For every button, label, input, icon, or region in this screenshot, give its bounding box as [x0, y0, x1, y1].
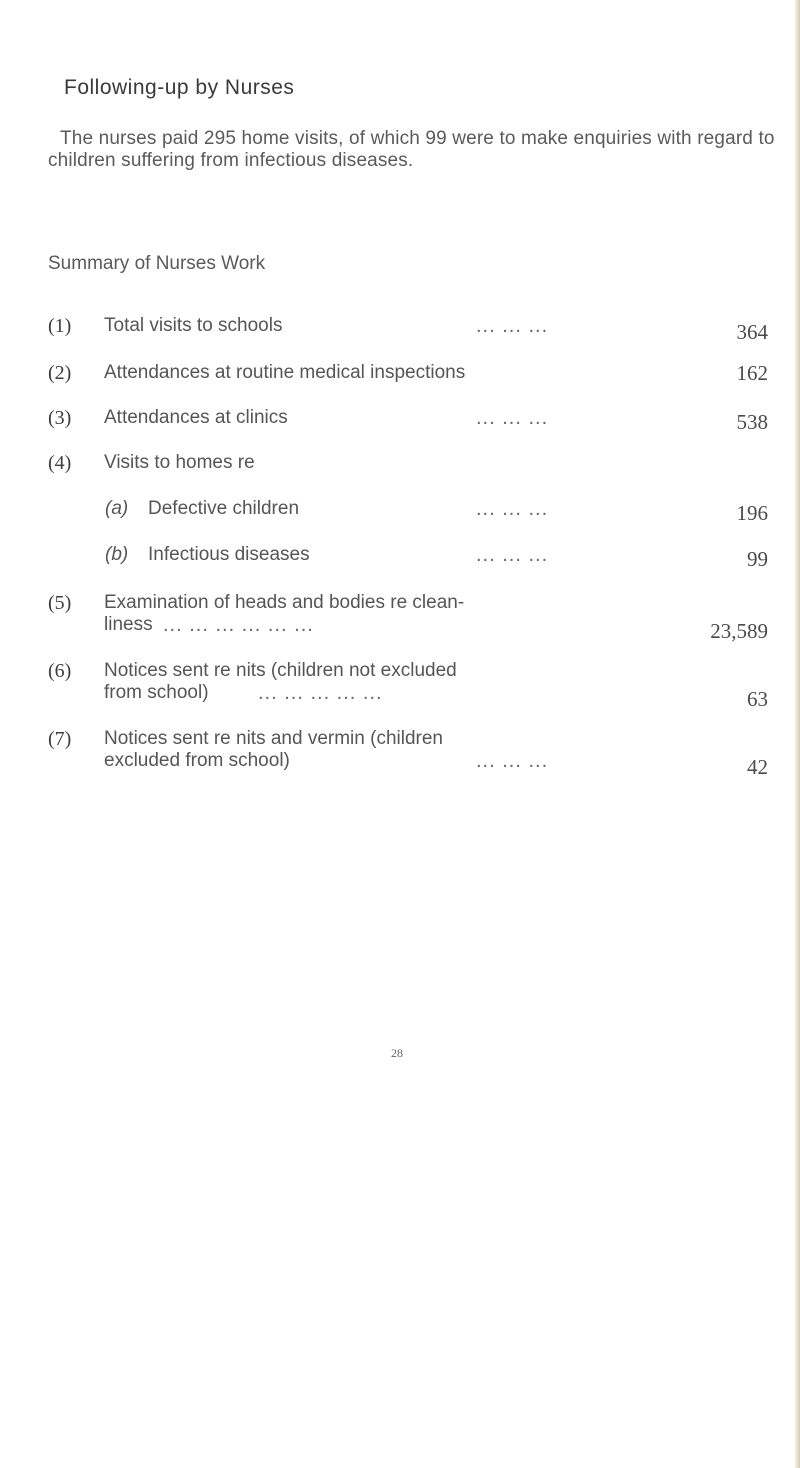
row-leader-dots: ... ... ... ... ... ... [163, 614, 314, 636]
row-number: (5) [48, 592, 72, 614]
row-value: 23,589 [710, 619, 768, 643]
row-number: (7) [48, 728, 72, 750]
row-value: 42 [747, 755, 768, 779]
row-value: 63 [747, 687, 768, 711]
row-number: (6) [48, 660, 72, 682]
row-leader-dots: ... ... ... [476, 544, 549, 566]
row-label-continued: excluded from school) [104, 750, 290, 771]
row-label: Defective children [148, 498, 300, 519]
row-label-continued: liness [104, 614, 153, 635]
row-letter: (b) [105, 544, 129, 565]
row-value: 196 [736, 501, 768, 525]
row-label: Notices sent re nits and vermin (children [104, 728, 443, 749]
summary-title: Summary of Nurses Work [48, 253, 266, 274]
page-edge [794, 0, 800, 1468]
row-number: (1) [48, 315, 72, 337]
row-label: Total visits to schools [104, 315, 283, 336]
row-label: Notices sent re nits (children not excluded [104, 660, 457, 681]
row-number: (4) [48, 452, 72, 474]
row-value: 99 [747, 547, 768, 571]
row-leader-dots: ... ... ... [476, 750, 549, 772]
intro-paragraph: The nurses paid 295 home visits, of which 99 were to make enquiries with regard to children suffering from infectious diseases. [48, 128, 775, 171]
row-value: 162 [736, 361, 768, 385]
row-label: Attendances at routine medical inspections [104, 362, 466, 383]
page-number: 28 [391, 1046, 403, 1060]
row-label: Infectious diseases [148, 544, 310, 565]
row-number: (2) [48, 362, 72, 384]
row-leader-dots: ... ... ... [476, 498, 549, 520]
row-number: (3) [48, 407, 72, 429]
row-label: Visits to homes re [104, 452, 255, 473]
row-letter: (a) [105, 498, 129, 519]
row-value: 538 [736, 410, 768, 434]
row-value: 364 [736, 320, 768, 344]
row-leader-dots: ... ... ... ... ... [258, 682, 383, 704]
row-label: Attendances at clinics [104, 407, 288, 428]
row-label-continued: from school) [104, 682, 209, 703]
row-leader-dots: ... ... ... [476, 407, 549, 429]
row-label: Examination of heads and bodies re clean- [104, 592, 465, 613]
section-heading: Following-up by Nurses [64, 76, 295, 99]
row-leader-dots: ... ... ... [476, 315, 549, 337]
